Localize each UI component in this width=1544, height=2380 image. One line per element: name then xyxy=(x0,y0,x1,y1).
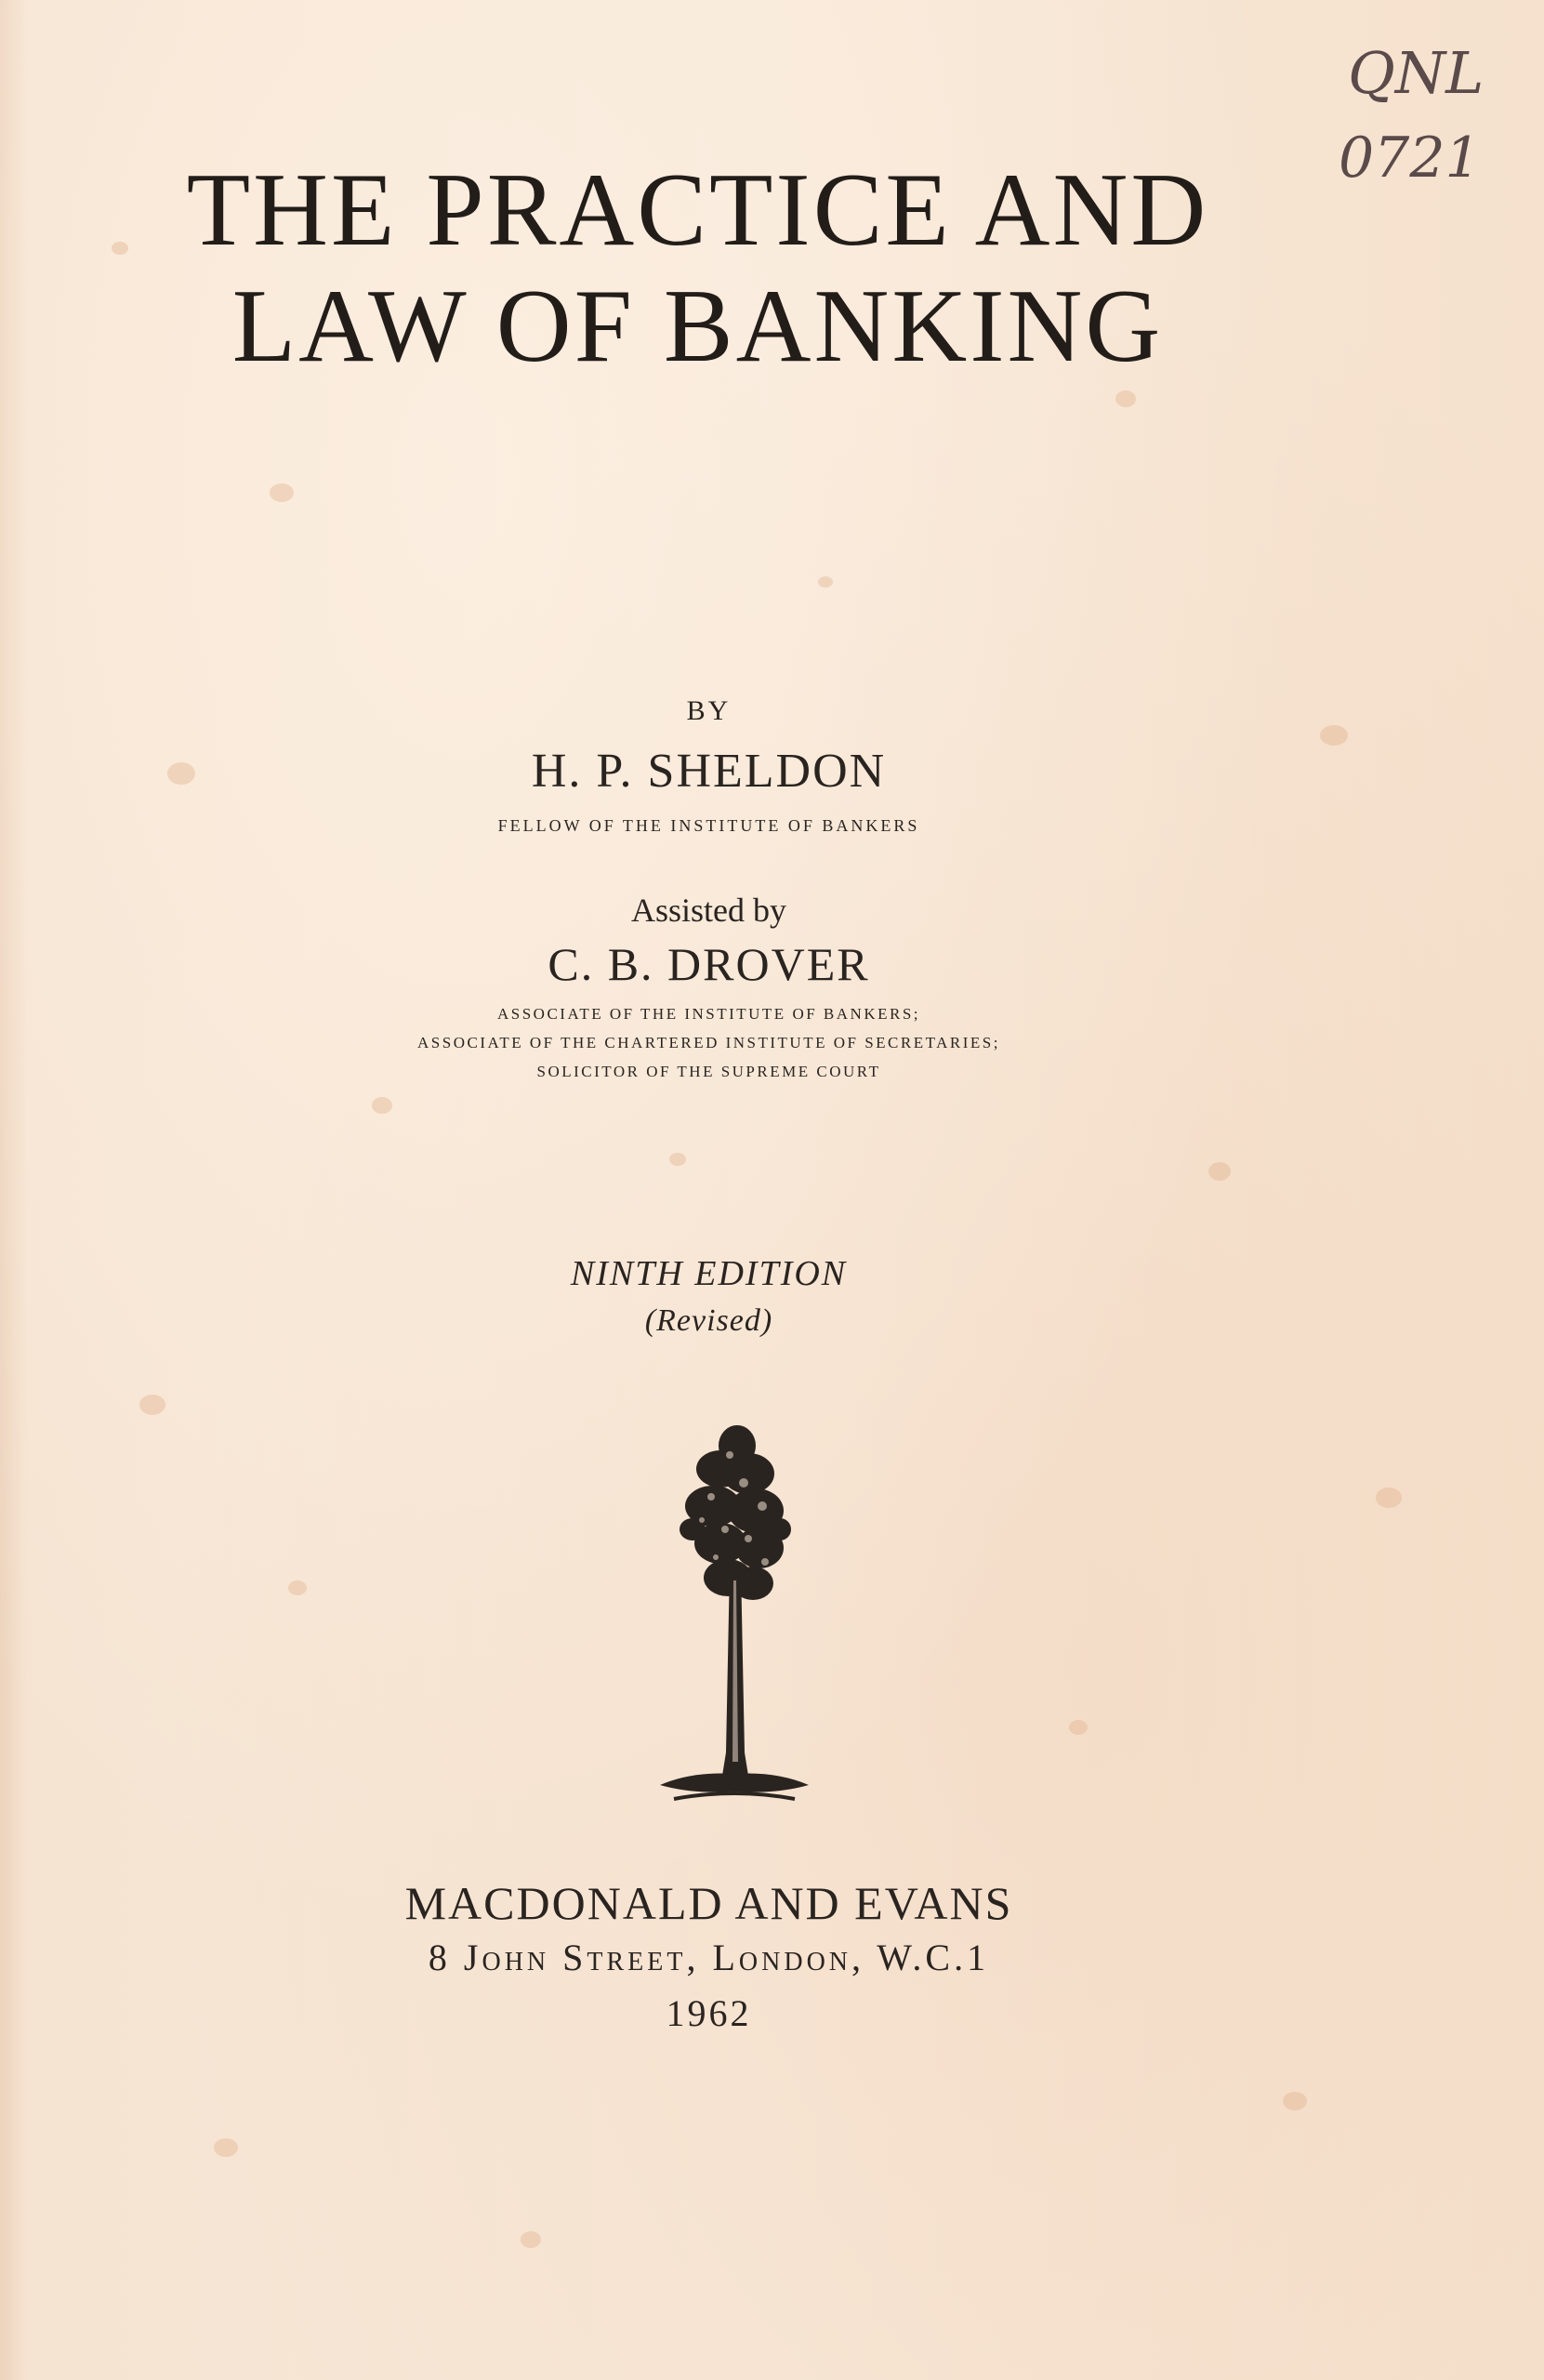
coauthor-credential: ASSOCIATE OF THE CHARTERED INSTITUTE OF SECRETARIES; xyxy=(417,1034,1000,1051)
author-description: FELLOW OF THE INSTITUTE OF BANKERS xyxy=(497,816,920,835)
book-title-line-2: LAW OF BANKING xyxy=(231,269,1164,384)
publisher-name: MACDONALD AND EVANS xyxy=(404,1877,1013,1929)
publication-year: 1962 xyxy=(666,1992,752,2034)
coauthor-credential: SOLICITOR OF THE SUPREME COURT xyxy=(536,1063,881,1080)
coauthor-name: C. B. DROVER xyxy=(548,938,870,990)
coauthor-credential: ASSOCIATE OF THE INSTITUTE OF BANKERS; xyxy=(496,1005,920,1023)
tree-icon xyxy=(655,1418,813,1813)
shelfmark-line-1: QNL xyxy=(1348,39,1485,107)
book-title-line-1: THE PRACTICE AND xyxy=(186,152,1209,268)
edition-label: NINTH EDITION xyxy=(570,1254,848,1293)
shelfmark-line-2: 0721 xyxy=(1339,126,1481,191)
by-label: BY xyxy=(686,695,732,726)
assisted-by-label: Assisted by xyxy=(630,892,786,929)
publisher-address: 8 John Street, London, W.C.1 xyxy=(428,1937,990,1978)
author-name: H. P. SHELDON xyxy=(531,745,887,798)
edition-note: (Revised) xyxy=(644,1303,773,1338)
